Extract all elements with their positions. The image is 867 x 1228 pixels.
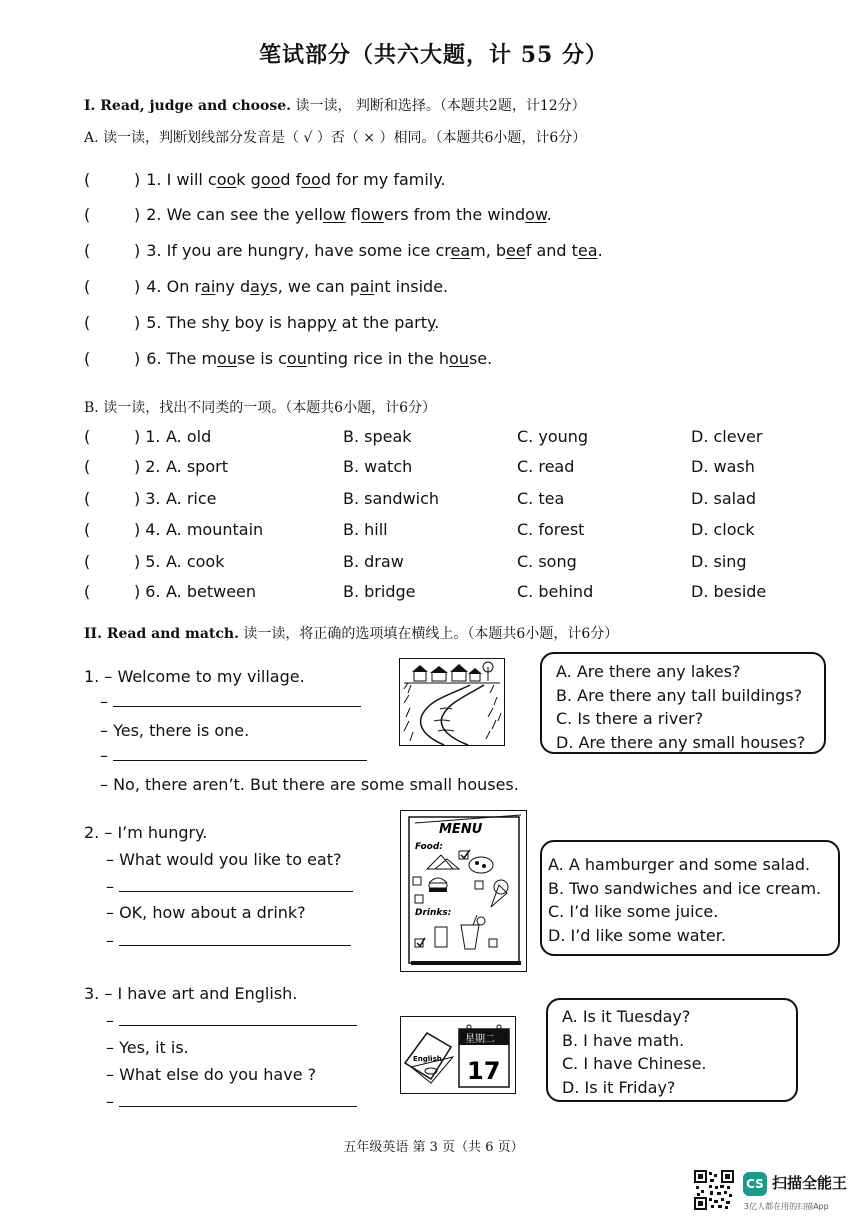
answer-paren-open: ( <box>84 277 91 296</box>
part-b-item-number[interactable] <box>134 489 161 508</box>
underlined-letters: ow <box>525 205 547 224</box>
underlined-letters: oo <box>260 170 281 189</box>
choice-option-b[interactable]: B. watch <box>343 457 413 476</box>
sentence-text: d f <box>280 170 302 189</box>
q3-line-2: – Yes, it is. <box>106 1038 189 1057</box>
item-number: 2. <box>146 205 162 224</box>
q2-line-2: – What would you like to eat? <box>106 850 342 869</box>
q1-blank-2[interactable] <box>100 746 367 765</box>
choice-option-d[interactable]: D. salad <box>691 489 757 508</box>
calendar-picture <box>400 1016 516 1094</box>
section-1-heading-en: I. Read, judge and choose. <box>84 98 292 114</box>
q1-options-box <box>540 652 826 754</box>
underlined-letters: oo <box>301 170 321 189</box>
sentence-text: . <box>434 313 440 332</box>
part-b-instruction: B. 读一读，找出不同类的一项。（本题共6小题，计6分） <box>84 400 437 416</box>
answer-paren-close: ) <box>134 489 141 508</box>
part-a-item <box>134 349 492 368</box>
underlined-letters: ea <box>450 241 471 260</box>
answer-paren-close[interactable]: ) <box>134 241 141 260</box>
answer-paren-close: ) <box>134 552 141 571</box>
underlined-letters: y <box>427 313 435 332</box>
choice-option-a[interactable]: A. cook <box>166 552 225 571</box>
sentence-text: nt inside. <box>374 277 449 296</box>
item-number: 1. <box>145 427 161 446</box>
underlined-letters: ai <box>359 277 375 296</box>
sentence-text: at the part <box>336 313 427 332</box>
choice-option-c[interactable]: C. read <box>517 457 575 476</box>
sentence-text: If you are hungry, have some ice cr <box>166 241 451 260</box>
choice-option-a[interactable]: A. rice <box>166 489 217 508</box>
answer-paren-open: ( <box>84 241 91 260</box>
answer-paren-open: ( <box>84 582 91 601</box>
q2-option-c[interactable]: C. I’d like some juice. <box>548 902 719 921</box>
sentence-text: nting rice in the h <box>306 349 450 368</box>
choice-option-a[interactable]: A. mountain <box>166 520 264 539</box>
q3-option-b[interactable]: B. I have math. <box>562 1030 685 1050</box>
answer-paren-open: ( <box>84 552 91 571</box>
underlined-letters: y <box>219 313 230 332</box>
q3-line-1: 3. – I have art and English. <box>84 984 298 1003</box>
answer-line[interactable] <box>113 746 367 761</box>
underlined-letters: ee <box>506 241 526 260</box>
underlined-letters: ea <box>577 241 598 260</box>
answer-paren-close: ) <box>134 520 141 539</box>
choice-option-d[interactable]: D. wash <box>691 457 755 476</box>
item-number: 2. <box>145 457 161 476</box>
q1-line-2: – Yes, there is one. <box>100 721 250 740</box>
answer-line[interactable] <box>119 877 353 892</box>
part-b-item-number[interactable] <box>134 520 161 539</box>
q1-line-1: 1. – Welcome to my village. <box>84 667 305 686</box>
calendar-weekday: 星期二 <box>465 1034 495 1045</box>
choice-option-b[interactable]: B. speak <box>343 427 412 446</box>
menu-drinks-label: Drinks: <box>415 908 452 918</box>
scanner-app-name: 扫描全能王 <box>772 1174 848 1192</box>
answer-paren-close[interactable]: ) <box>134 170 141 189</box>
choice-option-c[interactable]: C. tea <box>517 489 565 508</box>
choice-option-d[interactable]: D. beside <box>691 582 767 601</box>
q2-blank-1[interactable] <box>106 877 353 896</box>
item-number: 6. <box>146 349 162 368</box>
choice-option-b[interactable]: B. draw <box>343 552 404 571</box>
choice-option-c[interactable]: C. song <box>517 552 577 571</box>
underlined-letters: ow <box>322 205 346 224</box>
page-title: 笔试部分（共六大题，计 55 分） <box>259 42 608 68</box>
q3-option-c[interactable]: C. I have Chinese. <box>562 1054 707 1073</box>
choice-option-c[interactable]: C. forest <box>517 520 585 539</box>
choice-option-a[interactable]: A. old <box>166 427 212 446</box>
choice-option-b[interactable]: B. bridge <box>343 582 416 601</box>
answer-line[interactable] <box>119 1011 357 1026</box>
q3-blank-2[interactable] <box>106 1092 357 1111</box>
q3-options-box <box>546 998 798 1102</box>
sentence-text: d for my family. <box>320 170 446 189</box>
part-a-item <box>134 313 439 332</box>
q1-option-a[interactable]: A. Are there any lakes? <box>556 662 741 681</box>
choice-option-d[interactable]: D. clever <box>691 427 763 446</box>
q3-option-d[interactable]: D. Is it Friday? <box>562 1077 676 1097</box>
q3-line-3: – What else do you have ? <box>106 1065 317 1084</box>
q2-line-1: 2. – I’m hungry. <box>84 823 208 842</box>
calendar-day: 17 <box>467 1057 501 1085</box>
part-a-item <box>134 170 446 189</box>
river-illustration <box>400 659 504 745</box>
choice-option-c[interactable]: C. young <box>517 427 589 446</box>
underlined-letters: ay <box>250 277 270 296</box>
part-a-item <box>134 277 448 296</box>
answer-paren-close: ) <box>134 457 141 476</box>
underlined-letters: ow <box>360 205 384 224</box>
item-number: 5. <box>146 313 162 332</box>
q2-dash-1: – <box>106 877 114 896</box>
qr-code-icon <box>694 1170 734 1210</box>
menu-title: MENU <box>439 822 483 837</box>
item-number: 6. <box>145 582 161 601</box>
part-a-item <box>134 241 603 260</box>
menu-picture <box>400 810 527 972</box>
answer-paren-open: ( <box>84 427 91 446</box>
sentence-text: The m <box>166 349 218 368</box>
section-1-heading-cn: 读一读， 判断和选择。（本题共2题，计12分） <box>291 98 586 114</box>
choice-option-b[interactable]: B. hill <box>343 520 388 539</box>
item-number: 1. <box>146 170 162 189</box>
part-b-item-number[interactable] <box>134 427 161 446</box>
answer-paren-close[interactable]: ) <box>134 277 141 296</box>
underlined-letters: ou <box>217 349 237 368</box>
sentence-text: ers from the wind <box>383 205 526 224</box>
menu-food-label: Food: <box>415 842 443 852</box>
answer-paren-open: ( <box>84 457 91 476</box>
q2-dash-2: – <box>106 931 114 950</box>
choice-option-a[interactable]: A. sport <box>166 457 228 476</box>
q2-option-a[interactable]: A. A hamburger and some salad. <box>548 855 811 874</box>
item-number: 3. <box>145 489 161 508</box>
q3-option-a[interactable]: A. Is it Tuesday? <box>562 1007 691 1026</box>
section-2-heading-cn: 读一读，将正确的选项填在横线上。（本题共6小题，计6分） <box>238 626 619 642</box>
answer-line[interactable] <box>113 692 361 707</box>
q1-dash-2: – <box>100 746 108 765</box>
sentence-text: The sh <box>166 313 220 332</box>
q3-dash-1: – <box>106 1011 114 1030</box>
section-2-heading <box>84 623 618 643</box>
sentence-text: se. <box>468 349 493 368</box>
underlined-letters: ai <box>201 277 216 296</box>
section-2-heading-en: II. Read and match. <box>84 626 239 642</box>
sentence-text: . <box>597 241 603 260</box>
part-a-item <box>134 205 552 224</box>
answer-paren-open: ( <box>84 489 91 508</box>
underlined-letters: y <box>327 313 337 332</box>
part-b-item-number[interactable] <box>134 457 161 476</box>
part-b-item-number[interactable] <box>134 582 161 601</box>
part-a-instruction: A. 读一读，判断划线部分发音是（ √ ）否（ × ）相同。（本题共6小题，计6分） <box>84 130 587 146</box>
answer-paren-close[interactable]: ) <box>134 205 141 224</box>
underlined-letters: ou <box>286 349 307 368</box>
choice-option-c[interactable]: C. behind <box>517 582 594 601</box>
answer-paren-close: ) <box>134 427 141 446</box>
choice-option-b[interactable]: B. sandwich <box>343 489 440 508</box>
choice-option-d[interactable]: D. sing <box>691 552 747 571</box>
sentence-text: fl <box>345 205 361 224</box>
answer-paren-close: ) <box>134 582 141 601</box>
sentence-text: s, we can p <box>269 277 360 296</box>
answer-paren-close[interactable]: ) <box>134 349 141 368</box>
choice-option-d[interactable]: D. clock <box>691 520 755 539</box>
q1-dash-1: – <box>100 692 108 711</box>
q2-blank-2[interactable] <box>106 931 351 950</box>
answer-paren-open: ( <box>84 170 91 189</box>
page-footer: 五年级英语 第 3 页（共 6 页） <box>343 1140 524 1155</box>
answer-line[interactable] <box>119 1092 357 1107</box>
answer-paren-close[interactable]: ) <box>134 313 141 332</box>
sentence-text: se is c <box>236 349 287 368</box>
answer-paren-open: ( <box>84 520 91 539</box>
item-number: 5. <box>145 552 161 571</box>
scanner-app-tagline: 3亿人都在用的扫描App <box>744 1202 829 1211</box>
q1-blank-1[interactable] <box>100 692 361 711</box>
menu-illustration <box>401 811 526 971</box>
q3-dash-2: – <box>106 1092 114 1111</box>
q2-option-b[interactable]: B. Two sandwiches and ice cream. <box>548 878 822 898</box>
answer-line[interactable] <box>119 931 351 946</box>
sentence-text: . <box>546 205 552 224</box>
q2-option-d[interactable]: D. I’d like some water. <box>548 925 726 945</box>
item-number: 3. <box>146 241 162 260</box>
q1-line-3: – No, there aren’t. But there are some small houses. <box>100 775 519 794</box>
sentence-text: m, b <box>470 241 507 260</box>
book-label: English <box>413 1055 442 1063</box>
underlined-letters: oo <box>216 170 237 189</box>
q2-options-box <box>540 840 840 956</box>
item-number: 4. <box>146 277 162 296</box>
choice-option-a[interactable]: A. between <box>166 582 257 601</box>
item-number: 4. <box>145 520 161 539</box>
answer-paren-open: ( <box>84 313 91 332</box>
q1-option-c[interactable]: C. Is there a river? <box>556 709 704 728</box>
q1-option-d[interactable]: D. Are there any small houses? <box>556 732 806 752</box>
part-b-item-number[interactable] <box>134 552 161 571</box>
calendar-illustration <box>401 1017 515 1093</box>
sentence-text: On r <box>166 277 202 296</box>
underlined-letters: ou <box>449 349 469 368</box>
village-river-picture <box>399 658 505 746</box>
q2-line-3: – OK, how about a drink? <box>106 903 306 922</box>
sentence-text: f and t <box>525 241 578 260</box>
sentence-text: k g <box>236 170 261 189</box>
answer-paren-open: ( <box>84 205 91 224</box>
q3-blank-1[interactable] <box>106 1011 357 1030</box>
sentence-text: ny d <box>215 277 251 296</box>
q1-option-b[interactable]: B. Are there any tall buildings? <box>556 685 803 705</box>
scanner-logo-icon: CS <box>743 1172 767 1196</box>
sentence-text: We can see the yell <box>166 205 323 224</box>
section-1-heading <box>84 95 586 115</box>
sentence-text: I will c <box>166 170 217 189</box>
sentence-text: boy is happ <box>229 313 328 332</box>
answer-paren-open: ( <box>84 349 91 368</box>
